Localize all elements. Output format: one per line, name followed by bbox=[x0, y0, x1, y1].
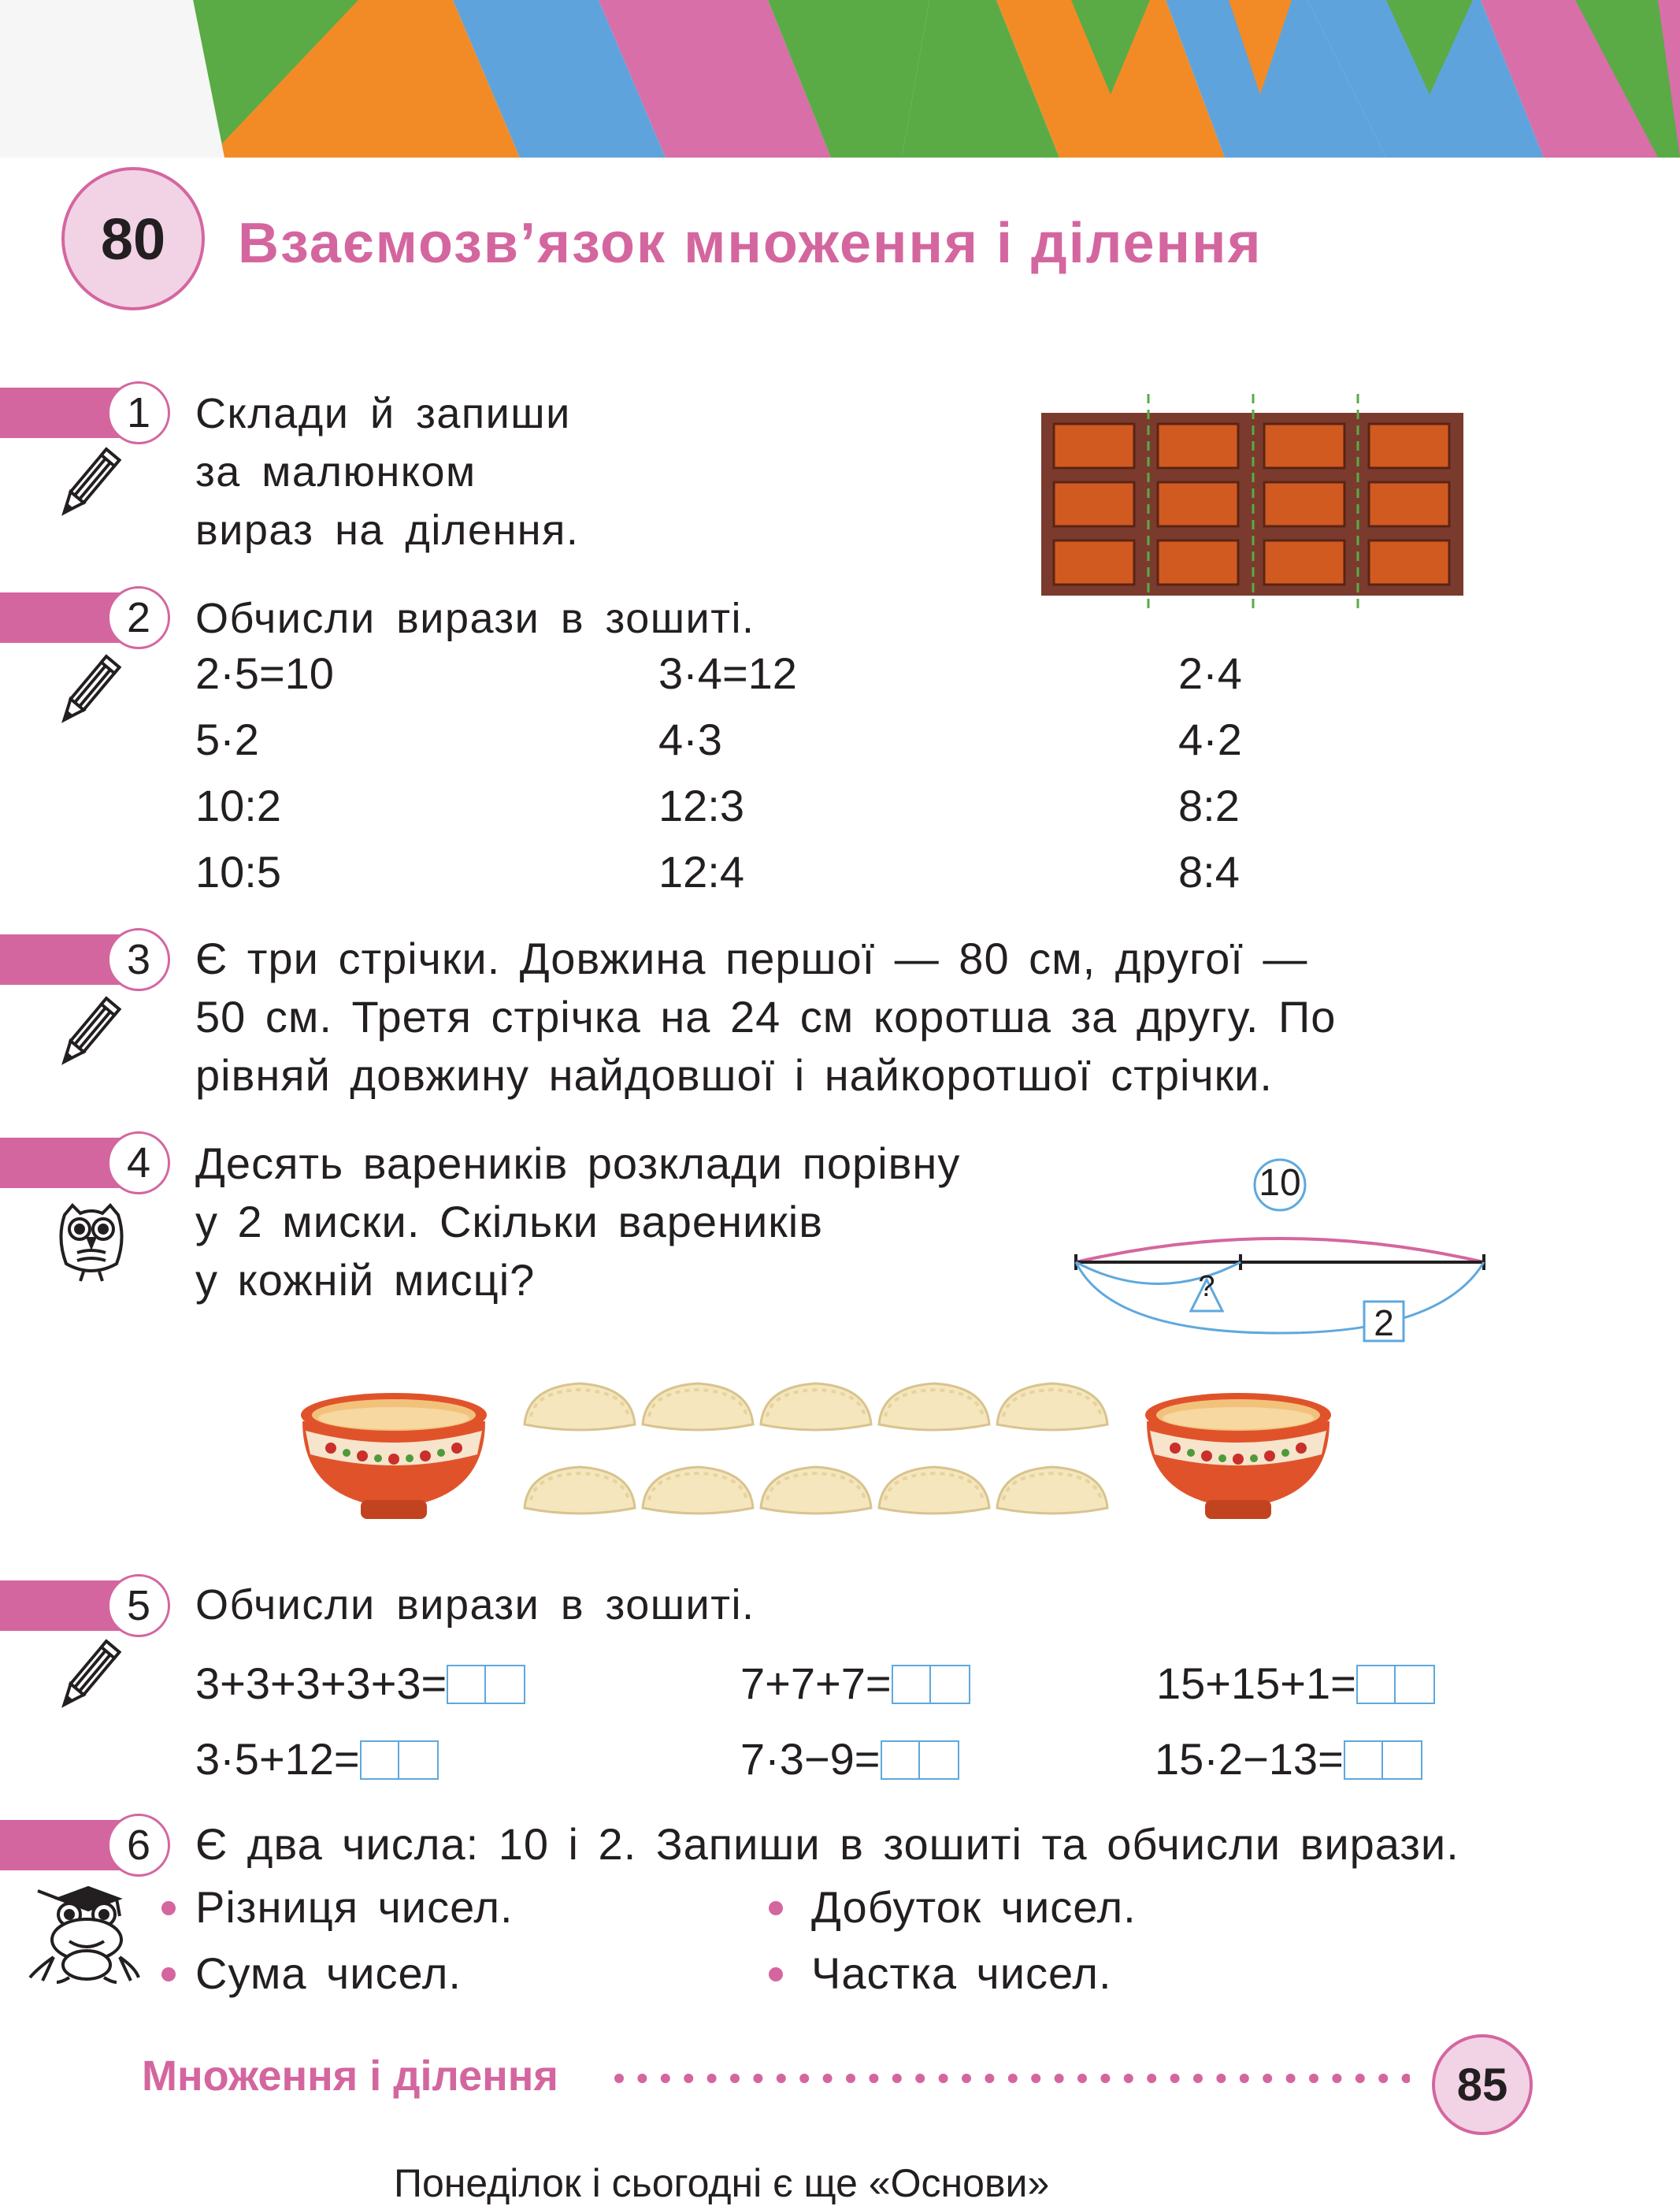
pencil-icon bbox=[49, 652, 126, 730]
task-text-line: Є три стрічки. Довжина першої — 80 см, другої — bbox=[195, 934, 1308, 983]
bullet-item: Частка чисел. bbox=[811, 1948, 1112, 1998]
expression-with-answer bbox=[195, 1733, 439, 1784]
answer-box bbox=[399, 1740, 439, 1780]
bullet-dot bbox=[161, 1901, 176, 1915]
answer-box bbox=[1344, 1740, 1383, 1780]
section-title: Множення і ділення bbox=[142, 2052, 558, 2100]
expression: 10:5 bbox=[195, 847, 281, 897]
expression-with-answer bbox=[1155, 1733, 1422, 1784]
bullet-dot bbox=[769, 1967, 783, 1981]
diagram-part-label: ? bbox=[1198, 1270, 1215, 1303]
expression: 3·5+12= bbox=[195, 1734, 360, 1784]
task-heading: Обчисли вирази в зошиті. bbox=[195, 595, 755, 642]
decorative-banner bbox=[0, 0, 1680, 158]
task-text-line: Десять вареників розклади порівну bbox=[195, 1138, 961, 1188]
expression: 2·5=10 bbox=[195, 648, 334, 698]
expression: 15·2−13= bbox=[1155, 1734, 1344, 1784]
dotted-leader bbox=[613, 2070, 1410, 2086]
task-number: 3 bbox=[107, 928, 170, 991]
expression-with-answer bbox=[195, 1658, 525, 1709]
expression: 5·2 bbox=[195, 715, 259, 764]
answer-box bbox=[931, 1665, 970, 1704]
task-number: 1 bbox=[107, 381, 170, 444]
page-number: 85 bbox=[1432, 2034, 1533, 2135]
page-footnote: Понеділок і сьогодні є ще «Основи» bbox=[394, 2161, 1050, 2205]
task-number: 6 bbox=[107, 1814, 170, 1877]
expression: 3+3+3+3+3= bbox=[195, 1658, 447, 1708]
bullet-item: Сума чисел. bbox=[195, 1948, 462, 1998]
task-heading: Є два числа: 10 і 2. Запиши в зошиті та обчисли вирази. bbox=[195, 1819, 1459, 1869]
expression: 4·3 bbox=[658, 715, 722, 764]
expression: 4·2 bbox=[1178, 715, 1242, 764]
task-text-line: 50 см. Третя стрічка на 24 см коротша за другу. По bbox=[195, 992, 1337, 1042]
expression: 8:4 bbox=[1178, 847, 1240, 897]
owl-icon bbox=[54, 1199, 129, 1286]
answer-box bbox=[881, 1740, 920, 1780]
task-text-line: за малюнком bbox=[195, 448, 477, 496]
pencil-icon bbox=[49, 994, 126, 1071]
task-number: 5 bbox=[107, 1574, 170, 1637]
expression-with-answer bbox=[740, 1658, 970, 1709]
frog-icon bbox=[22, 1881, 140, 1985]
task-text-line: у 2 миски. Скільки вареників bbox=[195, 1197, 823, 1246]
task-text-line: Склади й запиши bbox=[195, 390, 571, 437]
expression: 15+15+1= bbox=[1156, 1658, 1356, 1708]
answer-box bbox=[892, 1665, 931, 1704]
answer-box bbox=[360, 1740, 399, 1780]
chocolate-bar-image bbox=[1040, 394, 1465, 615]
task-text-line: у кожній мисці? bbox=[195, 1255, 536, 1305]
lesson-title: Взаємозв’язок множення і ділення bbox=[238, 212, 1263, 275]
expression: 12:3 bbox=[658, 781, 744, 830]
expression: 7+7+7= bbox=[740, 1658, 892, 1708]
diagram-count-label: 2 bbox=[1374, 1302, 1394, 1343]
bullet-dot bbox=[769, 1901, 783, 1915]
answer-box bbox=[1356, 1665, 1396, 1704]
expression: 7·3−9= bbox=[740, 1734, 881, 1784]
expression: 12:4 bbox=[658, 847, 744, 897]
answer-box bbox=[486, 1665, 525, 1704]
bowls-and-dumplings-image bbox=[299, 1374, 1339, 1532]
task-text-line: вираз на ділення. bbox=[195, 507, 580, 554]
task-number: 4 bbox=[107, 1131, 170, 1194]
expression: 8:2 bbox=[1178, 781, 1240, 830]
answer-box bbox=[1396, 1665, 1435, 1704]
expression: 2·4 bbox=[1178, 648, 1242, 698]
bullet-item: Добуток чисел. bbox=[811, 1882, 1137, 1932]
pencil-icon bbox=[49, 445, 126, 522]
pencil-icon bbox=[49, 1637, 126, 1714]
expression-with-answer bbox=[740, 1733, 959, 1784]
expression: 10:2 bbox=[195, 781, 281, 830]
lesson-number-badge: 80 bbox=[61, 167, 205, 310]
task-text-line: рівняй довжину найдовшої і найкоротшої стрічки. bbox=[195, 1050, 1273, 1100]
diagram-total-label: 10 bbox=[1259, 1162, 1301, 1204]
expression: 3·4=12 bbox=[658, 648, 797, 698]
task-heading: Обчисли вирази в зошиті. bbox=[195, 1581, 755, 1629]
task-number: 2 bbox=[107, 586, 170, 649]
bullet-item: Різниця чисел. bbox=[195, 1882, 514, 1932]
answer-box bbox=[1383, 1740, 1422, 1780]
expression-with-answer bbox=[1156, 1658, 1435, 1709]
answer-box bbox=[920, 1740, 959, 1780]
bullet-dot bbox=[161, 1967, 176, 1981]
answer-box bbox=[447, 1665, 486, 1704]
